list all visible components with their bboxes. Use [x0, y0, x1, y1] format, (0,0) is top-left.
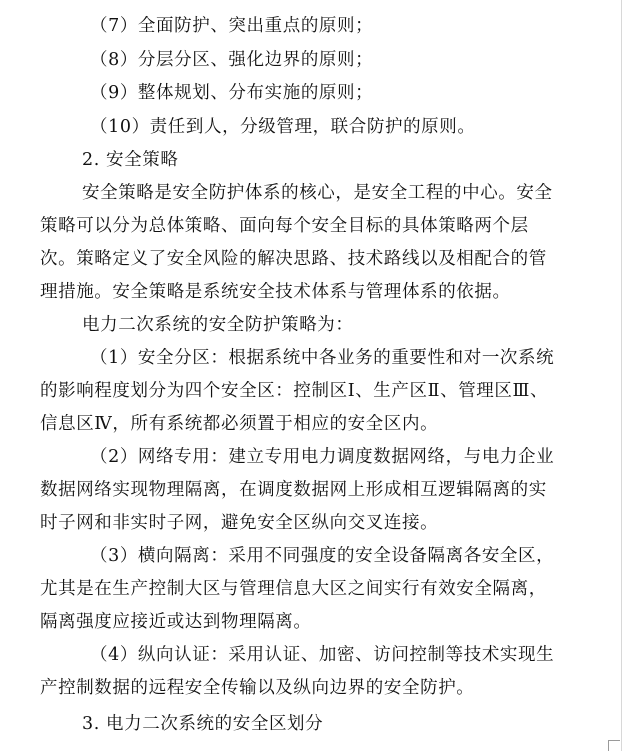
item-3-line: （3）横向隔离：采用不同强度的安全设备隔离各安全区， — [90, 546, 555, 566]
section-2-paragraph-line: 安全策略是安全防护体系的核心，是安全工程的中心。安全 — [82, 183, 553, 203]
corner-crop-mark-vertical — [608, 740, 609, 751]
item-1-line: 的影响程度划分为四个安全区：控制区Ⅰ、生产区Ⅱ、管理区Ⅲ、 — [40, 381, 549, 401]
item-3-line: 尤其是在生产控制大区与管理信息大区之间实行有效安全隔离， — [40, 579, 547, 599]
principle-7: （7）全面防护、突出重点的原则； — [90, 16, 374, 36]
item-4-line: 产控制数据的远程安全传输以及纵向边界的安全防护。 — [40, 678, 475, 698]
section-2-heading: 2. 安全策略 — [82, 150, 179, 170]
principle-10: （10）责任到人，分级管理，联合防护的原则。 — [90, 117, 476, 137]
section-2-paragraph-line: 次。策略定义了安全风险的解决思路、技术路线以及相配合的管 — [40, 249, 547, 269]
item-2-line: 数据网络实现物理隔离，在调度数据网上形成相互逻辑隔离的实 — [40, 480, 547, 500]
page-edge-rule — [621, 0, 622, 751]
principle-9: （9）整体规划、分布实施的原则； — [90, 83, 374, 103]
item-2-line: （2）网络专用：建立专用电力调度数据网络，与电力企业 — [90, 447, 555, 467]
item-1-line: （1）安全分区：根据系统中各业务的重要性和对一次系统 — [90, 348, 555, 368]
corner-crop-mark — [608, 740, 620, 741]
item-3-line: 隔离强度应接近或达到物理隔离。 — [40, 612, 312, 632]
intro-line: 电力二次系统的安全防护策略为： — [82, 315, 354, 335]
section-2-paragraph-line: 理措施。安全策略是系统安全技术体系与管理体系的依据。 — [40, 282, 511, 302]
item-1-line: 信息区Ⅳ，所有系统都必须置于相应的安全区内。 — [40, 414, 439, 434]
section-3-heading: 3. 电力二次系统的安全区划分 — [82, 714, 324, 734]
item-2-line: 时子网和非实时子网，避免安全区纵向交叉连接。 — [40, 513, 439, 533]
item-4-line: （4）纵向认证：采用认证、加密、访问控制等技术实现生 — [90, 645, 555, 665]
principle-8: （8）分层分区、强化边界的原则； — [90, 50, 374, 70]
section-2-paragraph-line: 策略可以分为总体策略、面向每个安全目标的具体策略两个层 — [40, 216, 529, 236]
